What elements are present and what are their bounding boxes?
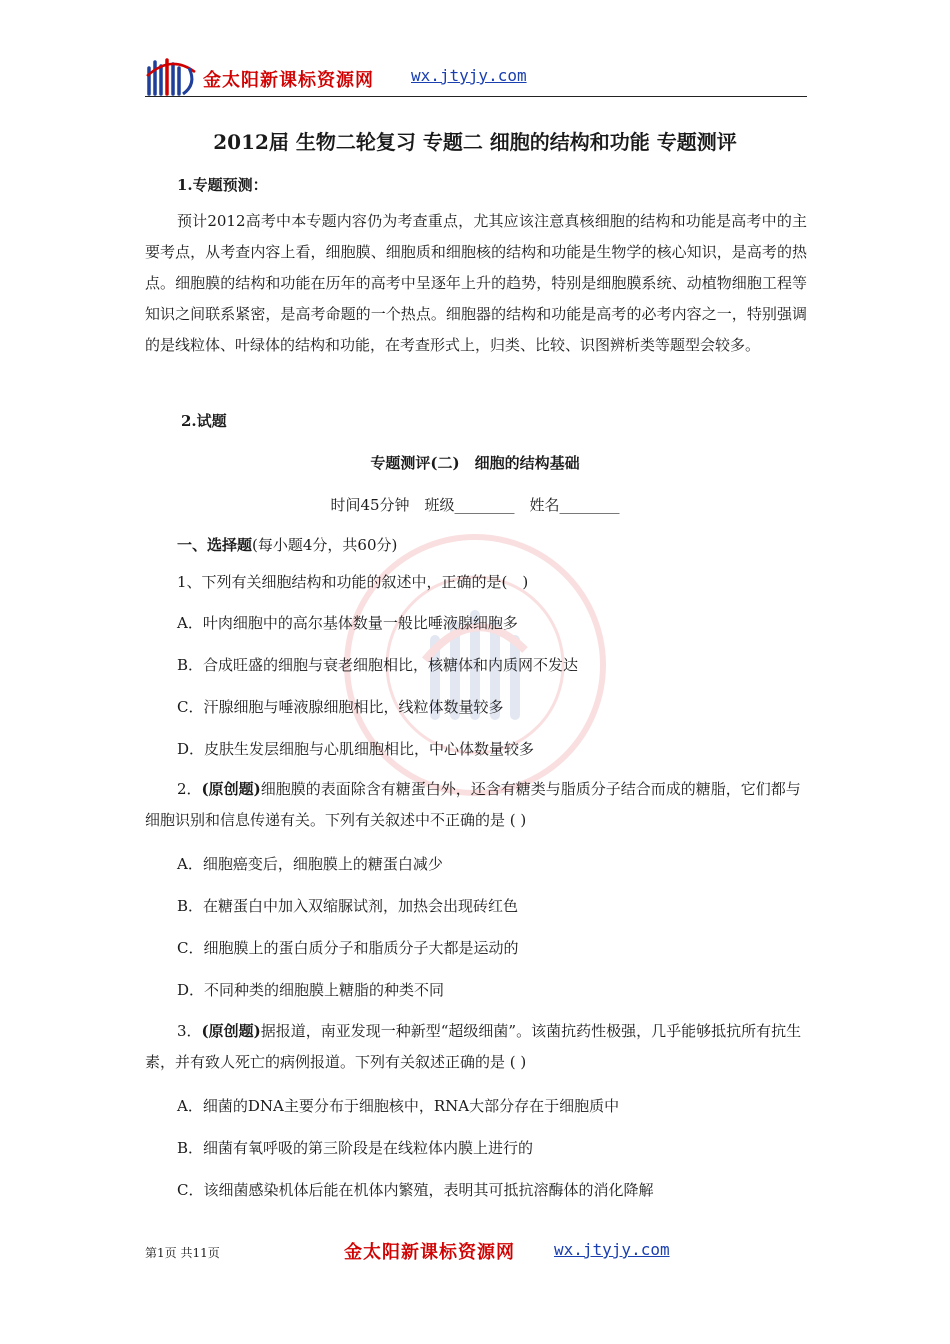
question-2-stem [145, 774, 807, 836]
part-heading-label: 一、选择题 [177, 536, 253, 554]
section-heading-forecast: 1.专题预测： [177, 176, 268, 194]
question-2-option-a: A．细胞癌变后，细胞膜上的糖蛋白减少 [177, 855, 443, 873]
publisher-logo-icon [145, 54, 199, 98]
question-2-option-d: D．不同种类的细胞膜上糖脂的种类不同 [177, 981, 445, 999]
question-3-option-a: A．细菌的DNA主要分布于细胞核中，RNA大部分存在于细胞质中 [177, 1097, 620, 1115]
part-heading [177, 534, 397, 555]
question-3-option-b: B．细菌有氧呼吸的第三阶段是在线粒体内膜上进行的 [177, 1139, 534, 1157]
question-3-number: 3． [177, 1022, 202, 1040]
question-2-text: 细胞膜的表面除含有糖蛋白外，还含有糖类与脂质分子结合而成的糖脂，它们都与细胞识别和信息传递有关。下列有关叙述中不正确的是 ( ) [145, 780, 801, 829]
page-number: 第1页 共11页 [145, 1246, 220, 1260]
brand-url-link[interactable]: wx.jtyjy.com [411, 66, 527, 85]
section-heading-test: 2.试题 [181, 412, 227, 430]
question-2-option-b: B．在糖蛋白中加入双缩脲试剂，加热会出现砖红色 [177, 897, 519, 915]
question-1-option-b: B．合成旺盛的细胞与衰老细胞相比，核糖体和内质网不发达 [177, 656, 579, 674]
question-2-tag: (原创题) [201, 780, 261, 798]
document-title: 2012届 生物二轮复习 专题二 细胞的结构和功能 专题测评 [213, 130, 737, 154]
question-3-text: 据报道，南亚发现一种新型“超级细菌”。该菌抗药性极强，几乎能够抵抗所有抗生素，并有致人死亡的病例报道。下列有关叙述正确的是 ( ) [145, 1022, 802, 1071]
question-1-option-c: C．汗腺细胞与唾液腺细胞相比，线粒体数量较多 [177, 698, 504, 716]
footer-brand-name: 金太阳新课标资源网 [344, 1242, 515, 1263]
question-1-option-d: D．皮肤生发层细胞与心肌细胞相比，中心体数量较多 [177, 740, 535, 758]
forecast-paragraph: 预计2012高考中本专题内容仍为考查重点，尤其应该注意真核细胞的结构和功能是高考中的主要考点，从考查内容上看，细胞膜、细胞质和细胞核的结构和功能是生物学的核心知识，是高考的热点。细胞膜的结构和功能在历年的高考中呈逐年上升的趋势，特别是细胞膜系统、动植物细胞工程等知识之间联系紧密，是高考命题的一个热点。细胞器的结构和功能是高考的必考内容之一，特别强调的是线粒体、叶绿体的结构和功能，在考查形式上，归类、比较、识图辨析类等题型会较多。 [145, 212, 807, 354]
question-1-stem: 1、下列有关细胞结构和功能的叙述中，正确的是( ) [177, 573, 529, 591]
header-divider [145, 96, 807, 97]
footer-url-link[interactable]: wx.jtyjy.com [554, 1240, 670, 1259]
question-3-tag: (原创题) [201, 1022, 261, 1040]
part-heading-scoring: (每小题4分，共60分) [252, 536, 398, 554]
question-2-number: 2． [177, 780, 202, 798]
page-header [145, 52, 807, 98]
question-3-stem [145, 1016, 807, 1078]
brand-name: 金太阳新课标资源网 [203, 70, 374, 91]
question-2-option-c: C．细胞膜上的蛋白质分子和脂质分子大都是运动的 [177, 939, 519, 957]
test-info: 时间45分钟 班级________ 姓名________ [330, 496, 620, 514]
test-title: 专题测评(二) 细胞的结构基础 [370, 454, 580, 472]
question-1-option-a: A．叶肉细胞中的高尔基体数量一般比唾液腺细胞多 [177, 614, 518, 632]
question-3-option-c: C．该细菌感染机体后能在机体内繁殖，表明其可抵抗溶酶体的消化降解 [177, 1181, 654, 1199]
